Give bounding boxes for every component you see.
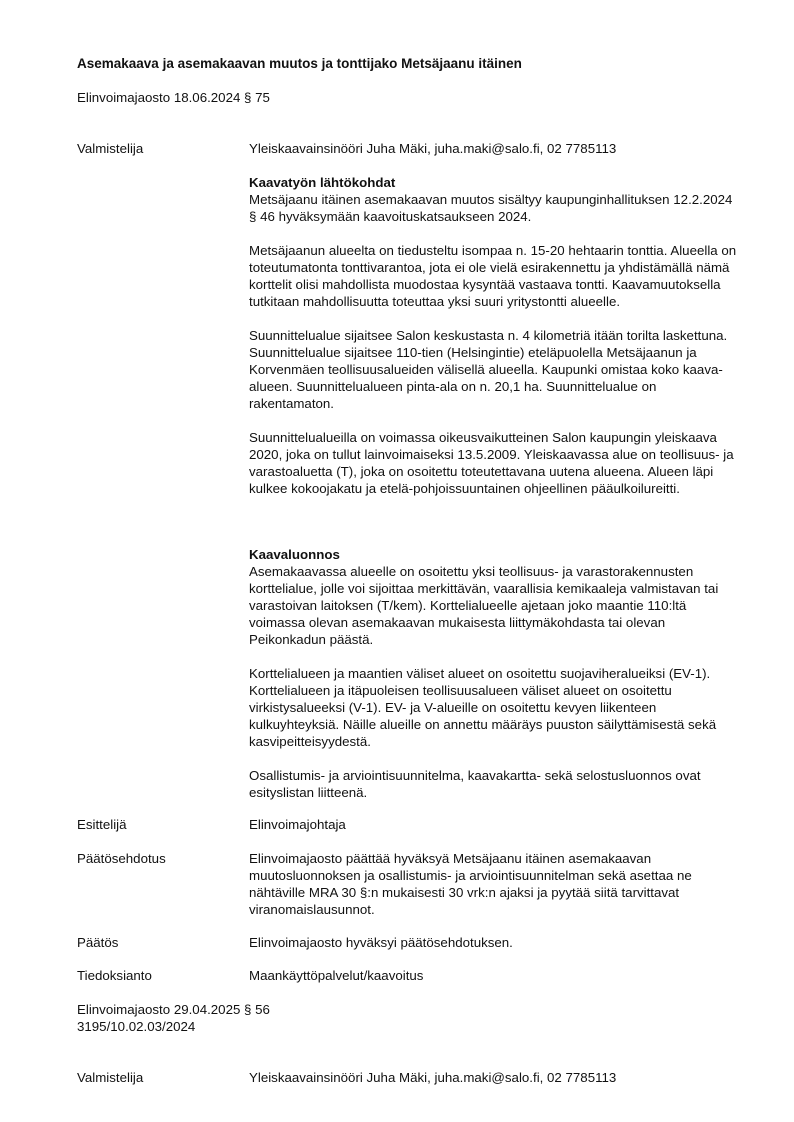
preparer-label: Valmistelija (77, 141, 144, 156)
preparer-label-2: Valmistelija (77, 1070, 144, 1085)
meeting-reference-2: Elinvoimajaosto 29.04.2025 § 56 (77, 1002, 270, 1017)
case-number: 3195/10.02.03/2024 (77, 1019, 196, 1034)
document-title: Asemakaava ja asemakaavan muutos ja tonttijako Metsäjaanu itäinen (77, 56, 522, 71)
background-section (249, 174, 739, 497)
paragraph: Metsäjaanu itäinen asemakaavan muutos sisältyy kaupunginhallituksen 12.2.2024 § 46 hyväksymään kaavoituskatsaukseen 2024. (249, 192, 733, 224)
presenter-value: Elinvoimajohtaja (249, 817, 346, 832)
paragraph: Korttelialueen ja maantien väliset alueet on osoitettu suojaviheralueiksi (EV-1). Korttelialueen ja itäpuoleisen teollisuusalueen väliset alueet on osoitettu virkistysalueeksi (V-1). EV- ja V-alueille on osoitettu kevyen liikenteen kulkuyhteyksiä. Näille alueille on annettu määräys puuston säilyttämisestä sekä kasvipeitteisyydestä. (249, 666, 717, 749)
paragraph: Suunnittelualue sijaitsee Salon keskustasta n. 4 kilometriä itään torilta laskettuna. Suunnittelualue sijaitsee 110-tien (Helsingintie) eteläpuolella Metsäjaanun ja Korvenmäen teollisuusalueiden välisellä alueella. Kaupunki omistaa koko kaava-alueen. Suunnittelualueen pinta-ala on n. 20,1 ha. Suunnittelualue on rakentamaton. (249, 328, 728, 411)
paragraph: Suunnittelualueilla on voimassa oikeusvaikutteinen Salon kaupungin yleiskaava 2020, joka on tullut lainvoimaiseksi 13.5.2009. Yleiskaavassa alue on teollisuus- ja varastoaluetta (T), joka on osoitettu toteutettavana uutena alueena. Alueen läpi kulkee kokoojakatu ja etelä-pohjoissuuntainen ohjeellinen pääulkoilureitti. (249, 430, 734, 496)
paragraph: Asemakaavassa alueelle on osoitettu yksi teollisuus- ja varastorakennusten korttelialue, jolle voi sijoittaa merkittävän, vaarallisia kemikaaleja valmistavan tai varastoivan laitoksen (T/kem). Korttelialueelle ajetaan joko maantie 110:ltä voimassa olevan asemakaavan mukaisesta liittymäkohdasta tai olevan Peikonkadun päästä. (249, 564, 719, 647)
section-heading-draft: Kaavaluonnos (249, 547, 340, 562)
decision-value: Elinvoimajaosto hyväksyi päätösehdotuksen. (249, 935, 513, 950)
notification-label: Tiedoksianto (77, 968, 152, 983)
preparer-value-2: Yleiskaavainsinööri Juha Mäki, juha.maki@salo.fi, 02 7785113 (249, 1070, 617, 1085)
draft-section (249, 546, 739, 801)
section-heading-background: Kaavatyön lähtökohdat (249, 175, 396, 190)
proposal-value: Elinvoimajaosto päättää hyväksyä Metsäjaanu itäinen asemakaavan muutosluonnoksen ja osallistumis- ja arviointisuunnitelman sekä asettaa ne nähtäville MRA 30 §:n mukaisesti 30 vrk:n ajaksi ja pyytää siitä tarvittavat viranomaislausunnot. (249, 851, 692, 917)
preparer-text: Yleiskaavainsinööri Juha Mäki, juha.maki@salo.fi, 02 7785113 (249, 141, 617, 156)
preparer-value (249, 140, 739, 157)
meeting-reference: Elinvoimajaosto 18.06.2024 § 75 (77, 90, 270, 105)
paragraph: Osallistumis- ja arviointisuunnitelma, kaavakartta- sekä selostusluonnos ovat esityslistan liitteenä. (249, 768, 701, 800)
proposal-label: Päätösehdotus (77, 851, 166, 866)
decision-label: Päätös (77, 935, 119, 950)
paragraph: Metsäjaanun alueelta on tiedusteltu isompaa n. 15-20 hehtaarin tonttia. Alueella on toteutumatonta tonttivarantoa, jota ei ole vielä esirakennettu ja yhdistämällä nämä korttelit olisi mahdollista muodostaa kysyntää vastaava tontti. Kaavamuutoksella tutkitaan mahdollisuutta toteuttaa yksi suuri yritystontti alueelle. (249, 243, 737, 309)
notification-value: Maankäyttöpalvelut/kaavoitus (249, 968, 424, 983)
presenter-label: Esittelijä (77, 817, 127, 832)
